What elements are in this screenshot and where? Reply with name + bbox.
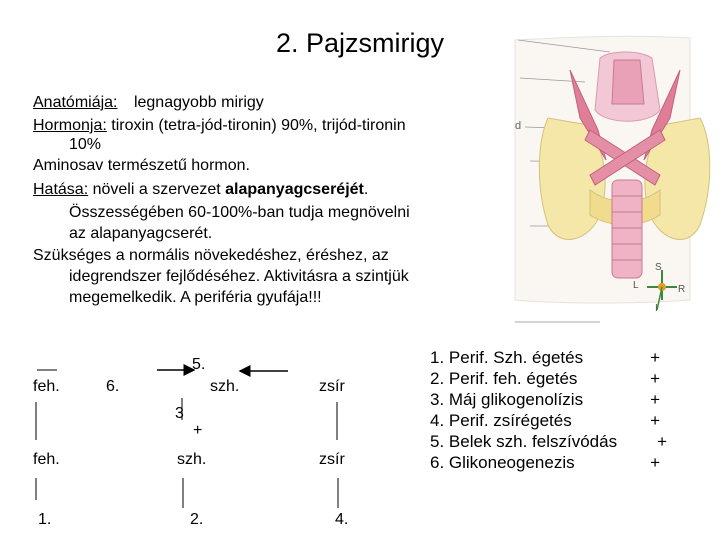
compass-i-label: I	[655, 303, 658, 314]
list-item: 1. Perif. Szh. égetés +	[430, 348, 660, 367]
step-5-label: 5.	[192, 356, 206, 373]
steps-list	[430, 347, 667, 473]
anatomy-text: legnagyobb mirigy	[133, 94, 264, 111]
list-item: 6. Glikoneogenezis +	[430, 453, 660, 472]
list-item: 3. Máj glikogenolízis +	[430, 390, 660, 409]
compass-r-label: R	[678, 284, 686, 295]
feh-bottom: feh.	[33, 451, 60, 468]
plus-sign: +	[193, 422, 203, 439]
side-letter: d	[515, 120, 522, 132]
effect-text: növeli a szervezet	[92, 181, 221, 198]
nature-line: Aminosav természetű hormon.	[33, 157, 250, 174]
step-6-label: 6.	[106, 378, 120, 395]
effect-label: Hatása:	[33, 181, 89, 198]
effect-dot: .	[363, 181, 369, 198]
hormone-text-continued: 10%	[69, 136, 102, 153]
step-2-label: 2.	[190, 511, 204, 528]
szh-top: szh.	[210, 378, 240, 395]
hormone-label: Hormonja:	[33, 117, 107, 134]
step-1-label: 1.	[38, 511, 52, 528]
zsir-top: zsír	[319, 378, 345, 395]
list-item: 5. Belek szh. felszívódás +	[430, 432, 667, 451]
anatomy-label: Anatómiája:	[33, 94, 118, 111]
step-3-label: 3	[175, 405, 184, 422]
feh-top: feh.	[33, 378, 60, 395]
list-item: 4. Perif. zsírégetés +	[430, 411, 660, 430]
hormone-text: tiroxin (tetra-jód-tironin) 90%, trijód-tironin	[111, 117, 406, 134]
slide-title: 2. Pajzsmirigy	[275, 28, 445, 58]
need-line-3: megemelkedik. A periféria gyufája!!!	[69, 289, 322, 306]
effect-line-2: Összességében 60-100%-ban tudja megnövelni	[69, 204, 410, 221]
zsir-bottom: zsír	[319, 451, 345, 468]
effect-line-3: az alapanyagcserét.	[69, 225, 213, 242]
step-4-label: 4.	[335, 511, 349, 528]
szh-bottom: szh.	[177, 451, 207, 468]
need-line-1: Szükséges a normális növekedéshez, éréshez, az	[33, 247, 389, 264]
effect-bold: alapanyagcseréjét	[225, 181, 364, 198]
need-line-2: idegrendszer fejlődéséhez. Aktivitásra a szintjük	[69, 268, 409, 285]
compass-l-label: L	[633, 280, 639, 291]
compass-s-label: S	[655, 262, 662, 273]
list-item: 2. Perif. feh. égetés +	[430, 369, 660, 388]
